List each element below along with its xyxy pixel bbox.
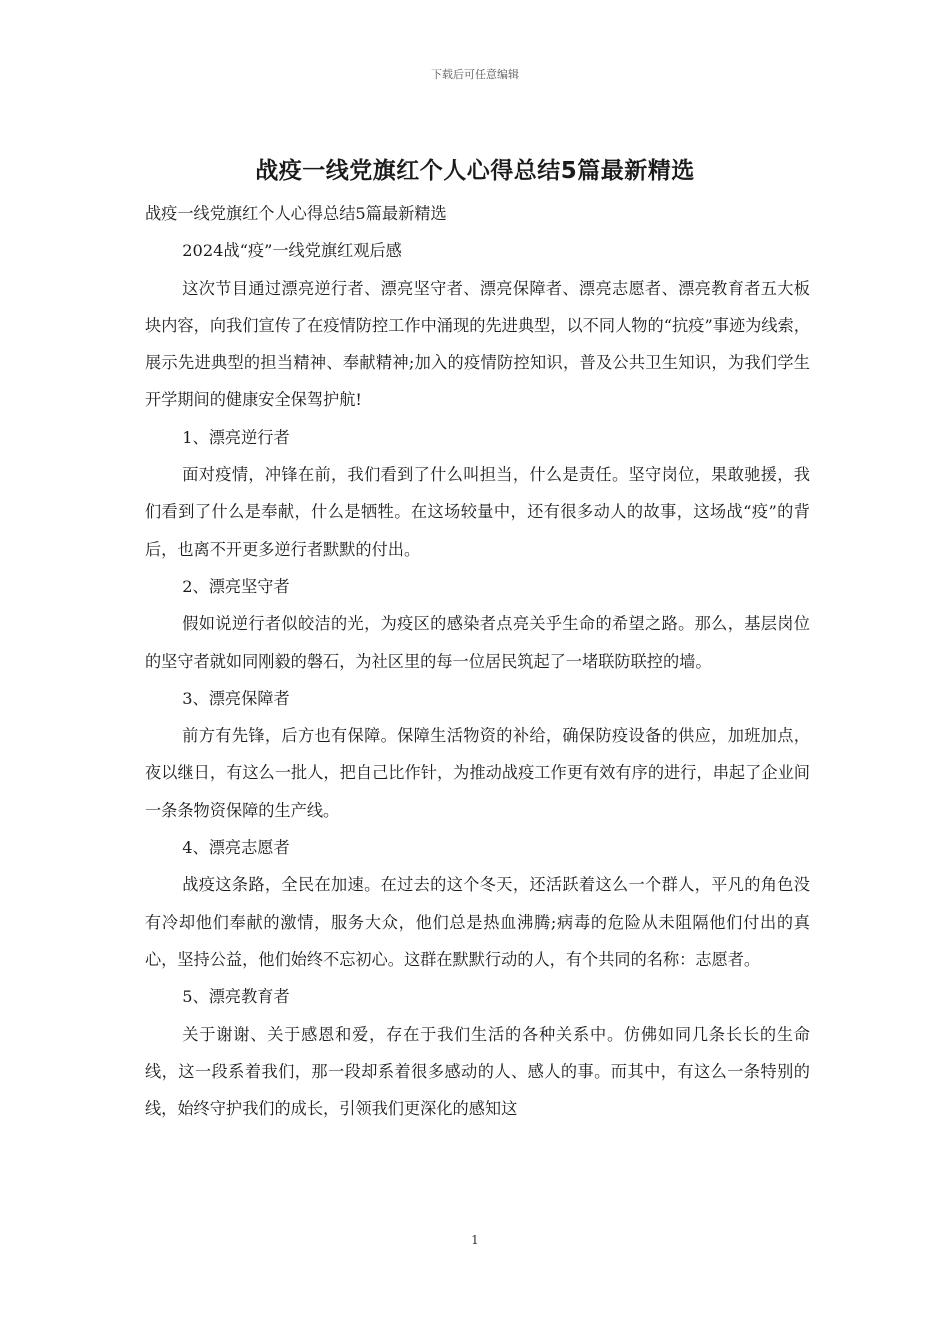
paragraph: 前方有先锋，后方也有保障。保障生活物资的补给，确保防疫设备的供应，加班加点，夜以继日，有这么一批人，把自己比作针，为推动战疫工作更有效有序的进行，串起了企业间一条条物资保障的生产线。 [145, 726, 810, 820]
section-heading: 2、漂亮坚守者 [182, 576, 290, 596]
paragraph: 假如说逆行者似皎洁的光，为疫区的感染者点亮关乎生命的希望之路。那么，基层岗位的坚守者就如同刚毅的磐石，为社区里的每一位居民筑起了一堵联防联控的墙。 [145, 614, 810, 671]
page-header: 下载后可任意编辑 [431, 68, 519, 81]
document-title: 战疫一线党旗红个人心得总结5篇最新精选 [255, 158, 695, 184]
section-heading: 1、漂亮逆行者 [182, 427, 290, 447]
paragraph: 关于谢谢、关于感恩和爱，存在于我们生活的各种关系中。仿佛如同几条长长的生命线，这一段系着我们，那一段却系着很多感动的人、感人的事。而其中，有这么一条特别的线，始终守护我们的成长，引领我们更深化的感知这 [145, 1024, 810, 1119]
document-body [145, 195, 810, 1127]
section-heading: 3、漂亮保障者 [182, 688, 290, 708]
paragraph: 2024战“疫”一线党旗红观后感 [182, 241, 402, 261]
paragraph: 面对疫情，冲锋在前，我们看到了什么叫担当，什么是责任。坚守岗位，果敢驰援，我们看到了什么是奉献，什么是牺牲。在这场较量中，还有很多动人的故事，这场战“疫”的背后，也离不开更多逆行者默默的付出。 [145, 465, 810, 559]
section-heading: 5、漂亮教育者 [182, 987, 290, 1007]
paragraph: 战疫这条路，全民在加速。在过去的这个冬天，还活跃着这么一个群人，平凡的角色没有冷却他们奉献的激情，服务大众，他们总是热血沸腾;病毒的危险从未阻隔他们付出的真心，坚持公益，他们始终不忘初心。这群在默默行动的人，有个共同的名称：志愿者。 [145, 875, 810, 969]
paragraph: 这次节目通过漂亮逆行者、漂亮坚守者、漂亮保障者、漂亮志愿者、漂亮教育者五大板块内容，向我们宣传了在疫情防控工作中涌现的先进典型，以不同人物的“抗疫”事迹为线索，展示先进典型的担当精神、奉献精神;加入的疫情防控知识，普及公共卫生知识，为我们学生开学期间的健康安全保驾护航! [145, 278, 810, 410]
paragraph: 战疫一线党旗红个人心得总结5篇最新精选 [145, 204, 447, 223]
section-heading: 4、漂亮志愿者 [182, 838, 290, 858]
page-number: 1 [471, 1233, 479, 1247]
